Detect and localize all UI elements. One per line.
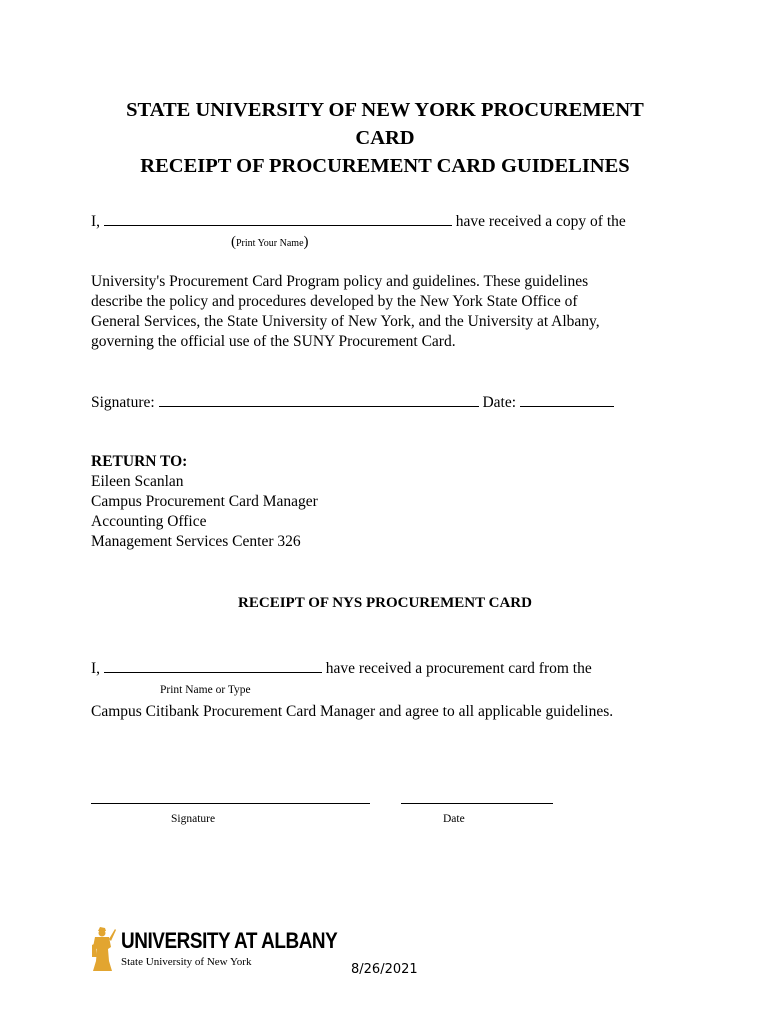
card-name-field[interactable] xyxy=(104,658,322,673)
return-to-heading: RETURN TO: xyxy=(91,453,188,470)
title-line-1: STATE UNIVERSITY OF NEW YORK PROCUREMENT xyxy=(126,99,644,121)
return-to-block xyxy=(91,452,318,552)
card-date-caption: Date xyxy=(443,813,465,825)
document-title xyxy=(40,96,730,180)
guidelines-name-line xyxy=(91,211,626,232)
paragraph-line: University's Procurement Card Program policy and guidelines. These guidelines xyxy=(91,273,589,290)
signature-label: Signature: xyxy=(91,394,155,411)
guidelines-name-field[interactable] xyxy=(104,211,452,226)
card-prefix: I, xyxy=(91,660,101,677)
return-to-line: Eileen Scanlan xyxy=(91,473,184,490)
paragraph-line: governing the official use of the SUNY Procurement Card. xyxy=(91,333,456,350)
return-to-line: Campus Procurement Card Manager xyxy=(91,493,318,510)
minerva-statue-icon xyxy=(89,927,117,973)
logo-wordmark: UNIVERSITY AT ALBANY xyxy=(121,928,338,953)
footer-date: 8/26/2021 xyxy=(351,962,418,977)
card-name-caption: Print Name or Type xyxy=(160,684,251,696)
guidelines-paragraph xyxy=(91,272,691,352)
card-receipt-heading: RECEIPT OF NYS PROCUREMENT CARD xyxy=(238,595,532,611)
paragraph-line: General Services, the State University of New York, and the University at Albany, xyxy=(91,313,600,330)
logo-subtext: State University of New York xyxy=(121,956,252,968)
guidelines-prefix: I, xyxy=(91,213,101,230)
guidelines-date-field[interactable] xyxy=(520,392,614,407)
card-suffix: have received a procurement card from the xyxy=(325,660,592,677)
card-continuation: Campus Citibank Procurement Card Manager and agree to all applicable guidelines. xyxy=(91,703,614,720)
guidelines-signature-line xyxy=(91,392,614,413)
paragraph-line: describe the policy and procedures developed by the New York State Office of xyxy=(91,293,578,310)
university-logo xyxy=(89,927,338,973)
title-line-2: CARD xyxy=(355,127,415,149)
card-date-field[interactable] xyxy=(401,803,553,804)
card-name-line xyxy=(91,658,592,679)
title-line-3: RECEIPT OF PROCUREMENT CARD GUIDELINES xyxy=(140,155,630,177)
return-to-line: Management Services Center 326 xyxy=(91,533,301,550)
card-signature-field[interactable] xyxy=(91,803,370,804)
guidelines-name-caption: (Print Your Name) xyxy=(231,234,309,250)
guidelines-suffix: have received a copy of the xyxy=(455,213,626,230)
return-to-line: Accounting Office xyxy=(91,513,207,530)
card-signature-caption: Signature xyxy=(171,813,216,825)
date-label: Date: xyxy=(482,394,517,411)
guidelines-signature-field[interactable] xyxy=(159,392,479,407)
